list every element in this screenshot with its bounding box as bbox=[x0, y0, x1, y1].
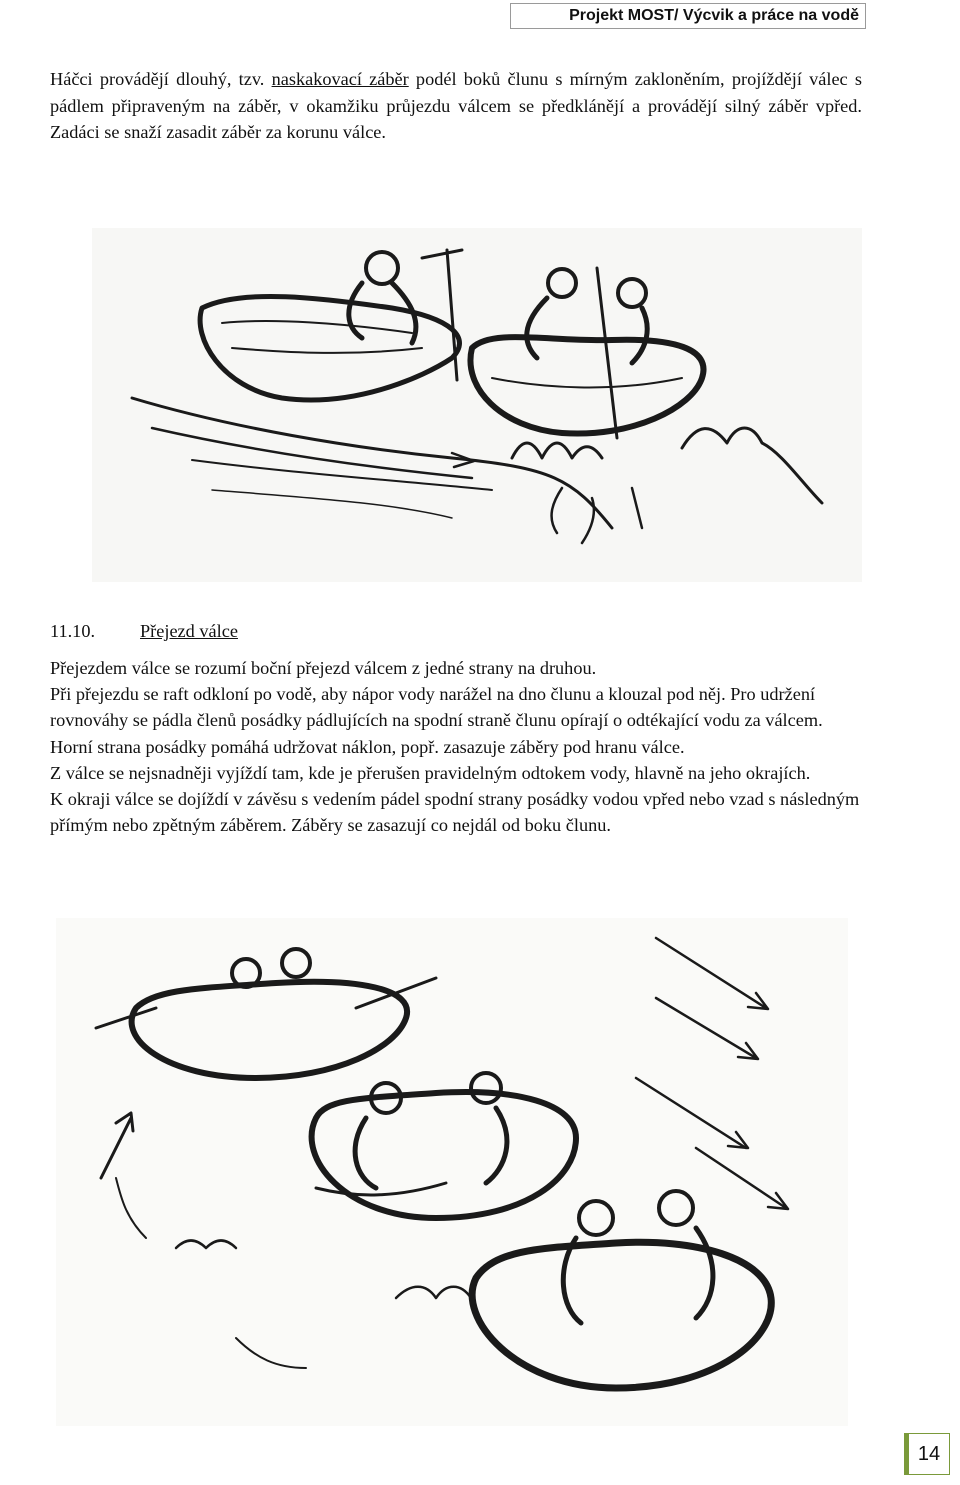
raft-side-crossing-drawing-icon bbox=[56, 918, 848, 1426]
intro-text-end: podél boků člunu s mírným zakloněním, projíždějí válec s pádlem připraveným na záběr, v okamžiku průjezdu válcem se předklánějí a provádějí silný záběr vpřed. Zadáci se snaží zasadit záběr za korunu válce. bbox=[50, 69, 862, 142]
raft-crossing-drawing-icon bbox=[92, 228, 862, 582]
intro-paragraph bbox=[50, 66, 862, 146]
body-line: Při přejezdu se raft odkloní po vodě, aby nápor vody narážel na dno člunu a klouzal pod něj. Pro udržení rovnováhy se pádla členů posádky pádlujících na spodní straně člunu opírají o odtékající vodu za válcem. bbox=[50, 684, 823, 731]
running-header: Projekt MOST/ Výcvik a práce na vodě bbox=[510, 3, 866, 29]
intro-text-start: Háčci provádějí dlouhý, tzv. bbox=[50, 69, 272, 89]
page-number: 14 bbox=[904, 1433, 950, 1475]
section-title: Přejezd válce bbox=[140, 621, 238, 641]
section-number: 11.10. bbox=[50, 621, 96, 641]
section-heading bbox=[50, 618, 238, 644]
section-body bbox=[50, 655, 865, 838]
body-line: Přejezdem válce se rozumí boční přejezd válcem z jedné strany na druhou. bbox=[50, 658, 597, 678]
body-line: Horní strana posádky pomáhá udržovat náklon, popř. zasazuje záběry pod hranu válce. bbox=[50, 736, 685, 757]
illustration-raft-crossing bbox=[92, 228, 862, 582]
body-line: K okraji válce se dojíždí v závěsu s vedením pádel spodní strany posádky vodou vpřed nebo vzad s následným přímým nebo zpětným záběrem. Záběry se zasazují co nejdál od boku člunu. bbox=[50, 789, 860, 836]
intro-underlined-term: naskakovací záběr bbox=[271, 69, 409, 89]
body-line: Z válce se nejsnadněji vyjíždí tam, kde je přerušen pravidelným odtokem vody, hlavně na jeho okrajích. bbox=[50, 762, 811, 783]
illustration-raft-side-crossing bbox=[56, 918, 848, 1426]
